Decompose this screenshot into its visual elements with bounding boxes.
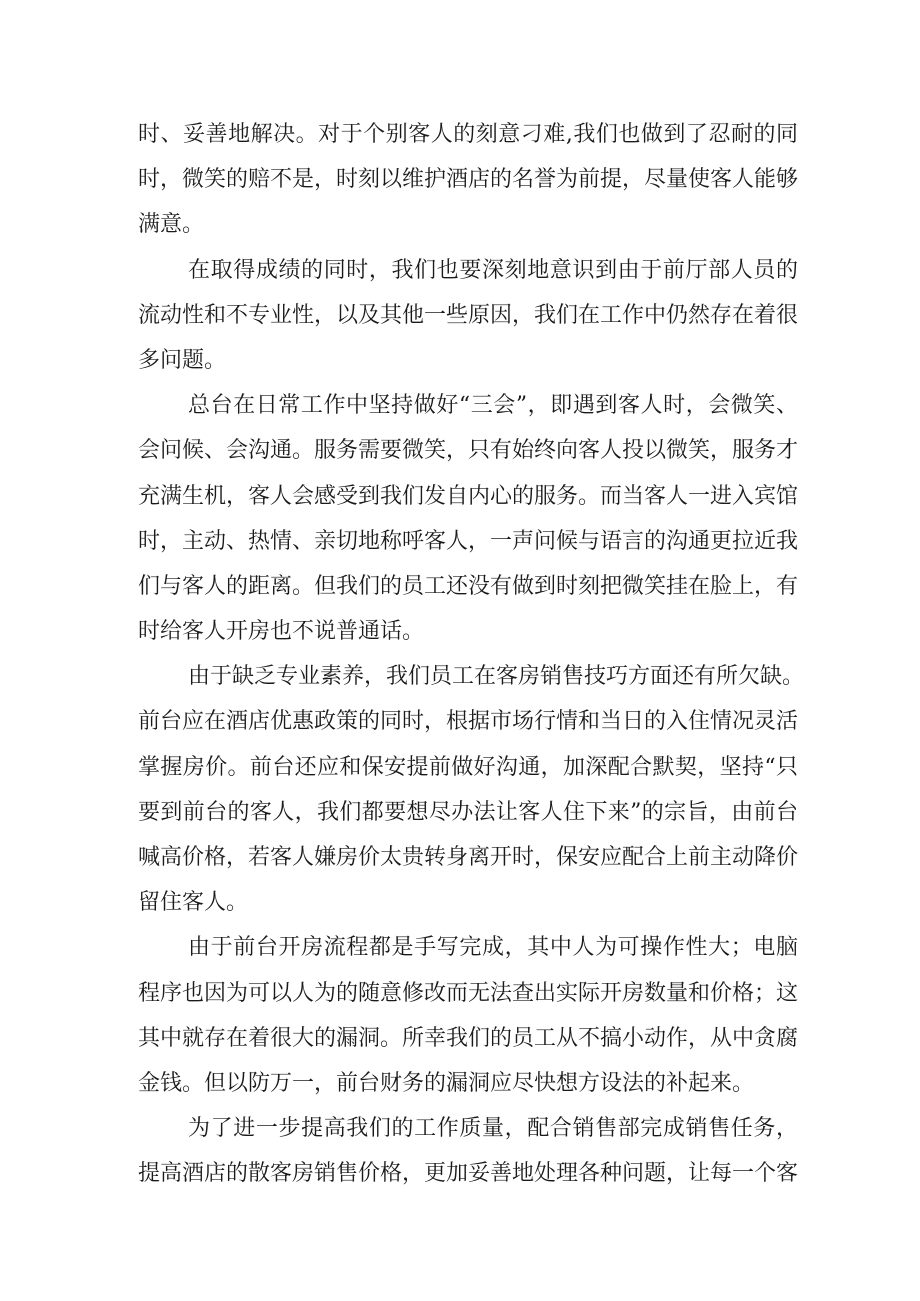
text-line: 掌握房价。前台还应和保安提前做好沟通，加深配合默契，坚持“只 — [138, 754, 798, 780]
text-line: 时给客人开房也不说普通话。 — [138, 619, 425, 645]
text-line: 要到前台的客人，我们都要想尽办法让客人住下来”的宗旨，由前台 — [138, 799, 798, 825]
paragraph-first-line: 由于缺乏专业素养，我们员工在客房销售技巧方面还有所欠缺。 — [188, 664, 805, 690]
text-line: 前台应在酒店优惠政策的同时，根据市场行情和当日的入住情况灵活 — [138, 709, 799, 735]
text-line: 程序也因为可以人为的随意修改而无法查出实际开房数量和价格；这 — [138, 980, 799, 1006]
text-line: 喊高价格，若客人嫌房价太贵转身离开时，保安应配合上前主动降价 — [138, 845, 799, 870]
text-line: 金钱。但以防万一，前台财务的漏洞应尽快想方设法的补起来。 — [138, 1070, 755, 1096]
text-line: 多问题。 — [138, 347, 227, 373]
paragraph-first-line: 由于前台开房流程都是手写完成，其中人为可操作性大；电脑 — [188, 935, 798, 961]
text-line: 留住客人。 — [138, 890, 249, 916]
text-line: 们与客人的距离。但我们的员工还没有做到时刻把微笑挂在脸上，有 — [138, 573, 799, 599]
paragraph-first-line: 总台在日常工作中坚持做好“三会”，即遇到客人时，会微笑、 — [188, 393, 798, 419]
text-line: 会问候、会沟通。服务需要微笑，只有始终向客人投以微笑，服务才 — [138, 438, 799, 464]
paragraph-first-line: 在取得成绩的同时，我们也要深刻地意识到由于前厅部人员的 — [188, 257, 798, 283]
text-line: 流动性和不专业性，以及其他一些原因，我们在工作中仍然存在着很 — [138, 302, 799, 328]
text-line: 时，主动、热情、亲切地称呼客人，一声问候与语言的沟通更拉近我 — [138, 528, 799, 554]
document-body — [138, 112, 805, 1197]
paragraph-first-line: 为了进一步提高我们的工作质量，配合销售部完成销售任务， — [188, 1116, 798, 1142]
text-line: 满意。 — [138, 212, 205, 238]
text-line: 提高酒店的散客房销售价格，更加妥善地处理各种问题，让每一个客 — [138, 1161, 799, 1187]
text-line: 充满生机，客人会感受到我们发自内心的服务。而当客人一进入宾馆 — [138, 483, 799, 509]
text-line: 时、妥善地解决。对于个别客人的刻意刁难,我们也做到了忍耐的同 — [138, 122, 798, 147]
text-line: 时，微笑的赔不是，时刻以维护酒店的名誉为前提，尽量使客人能够 — [138, 167, 799, 193]
text-line: 其中就存在着很大的漏洞。所幸我们的员工从不搞小动作，从中贪腐 — [138, 1025, 799, 1051]
